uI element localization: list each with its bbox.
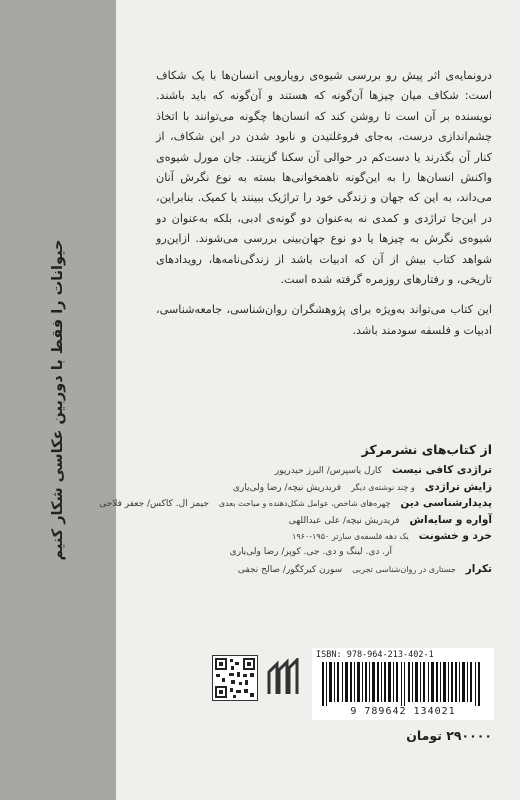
book-title: تراژدی کافی نیست <box>391 464 492 476</box>
book-item <box>99 497 492 514</box>
publisher-logo-icon <box>265 658 305 698</box>
book-item <box>122 464 492 481</box>
book-item-continued <box>122 547 492 564</box>
blurb-paragraph-2: این کتاب می‌تواند به‌ویژه برای پژوهشگران روان‌شناسی، جامعه‌شناسی، ادبیات و فلسفه سودمند باشد. <box>156 303 492 337</box>
blurb <box>156 66 492 351</box>
blurb-paragraph-1: درونمایه‌ی اثر پیش رو بررسی شیوه‌ی رویارویی انسان‌ها با یک شکاف است: شکاف میان چیزها آن‌گونه که هستند و آن‌گونه که باید باشند. نویسنده بر آن است تا روشن کند که انسان‌ها چگونه می‌توانند با اتخاذ چشم‌اندازی درست، به‌جای فروغلتیدن و نابود شدن در این شکاف، از کنار آن بگذرند یا دست‌کم در حوالی آن سکنا گزینند. جان مورل شیوه‌ی واکنش انسان‌ها را به این‌گونه ناهمخوانی‌ها بسته به نوع نگرش آنان می‌داند، به این که جهان و زندگی خود را تراژیک ببینند یا کمیک. بنابراین، در این‌جا تراژدی و کمدی نه به‌عنوان دو گونه‌ی ادبی، بلکه به‌عنوان دو شیوه‌ی نگرش به چیزها یا دو نوع جهان‌بینی بررسی می‌شوند. ازاین‌رو شواهد کتاب بیش از آن که ادبیات باشد از زندگی‌نامه‌ها، رویدادهای تاریخی، و رفتارهای روزمره گرفته شده است. <box>156 69 492 287</box>
book-title: خرد و خشونت <box>418 530 492 542</box>
book-title: پدیدارشناسی دین <box>400 497 492 509</box>
barcode <box>312 648 494 720</box>
book-author: کارل یاسپرس/ البرز حیدرپور <box>274 466 382 476</box>
book-author: جیمز ال. کاکس/ جعفر فلاحی <box>99 499 209 509</box>
book-subtitle: یک دهه فلسفه‌ی سارتر ۱۹۵۰-۱۹۶۰ <box>292 532 409 541</box>
isbn-label: ISBN: 978-964-213-402-1 <box>316 650 434 660</box>
ean-number: 9 789642 134021 <box>350 706 456 717</box>
barcode-bars <box>318 662 488 706</box>
spine-title: حیوانات را فقط با دوربین عکاسی شکار کنیم <box>50 239 66 561</box>
book-subtitle: و چند نوشته‌ی دیگر <box>351 482 415 492</box>
book-subtitle: جستاری در روان‌شناسی تجربی <box>352 565 456 574</box>
book-item <box>122 481 492 498</box>
book-item <box>122 514 492 531</box>
book-item <box>122 563 492 580</box>
price: ۲۹۰۰۰۰ تومان <box>406 728 492 743</box>
book-author: فریدریش نیچه/ رضا ولی‌یاری <box>232 482 342 493</box>
books-heading: از کتاب‌های نشرمرکز <box>361 442 492 457</box>
book-item <box>122 530 492 547</box>
book-author: فریدریش نیچه/ علی عبداللهی <box>288 515 400 526</box>
book-spine <box>0 0 117 800</box>
qr-code-icon <box>212 655 258 701</box>
book-author: سورن کیرکگور/ صالح نجفی <box>237 565 343 575</box>
book-list <box>99 464 492 580</box>
book-title: زایش تراژدی <box>424 480 492 493</box>
book-subtitle: چهره‌های شاخص، عوامل شکل‌دهنده و مباحث بعدی <box>218 499 391 508</box>
book-title: تکرار <box>465 563 492 575</box>
book-author: آر. دی. لینگ و دی. جی. کوپر/ رضا ولی‌یاری <box>229 546 392 557</box>
book-title: آواره و سایه‌اش <box>409 513 492 526</box>
